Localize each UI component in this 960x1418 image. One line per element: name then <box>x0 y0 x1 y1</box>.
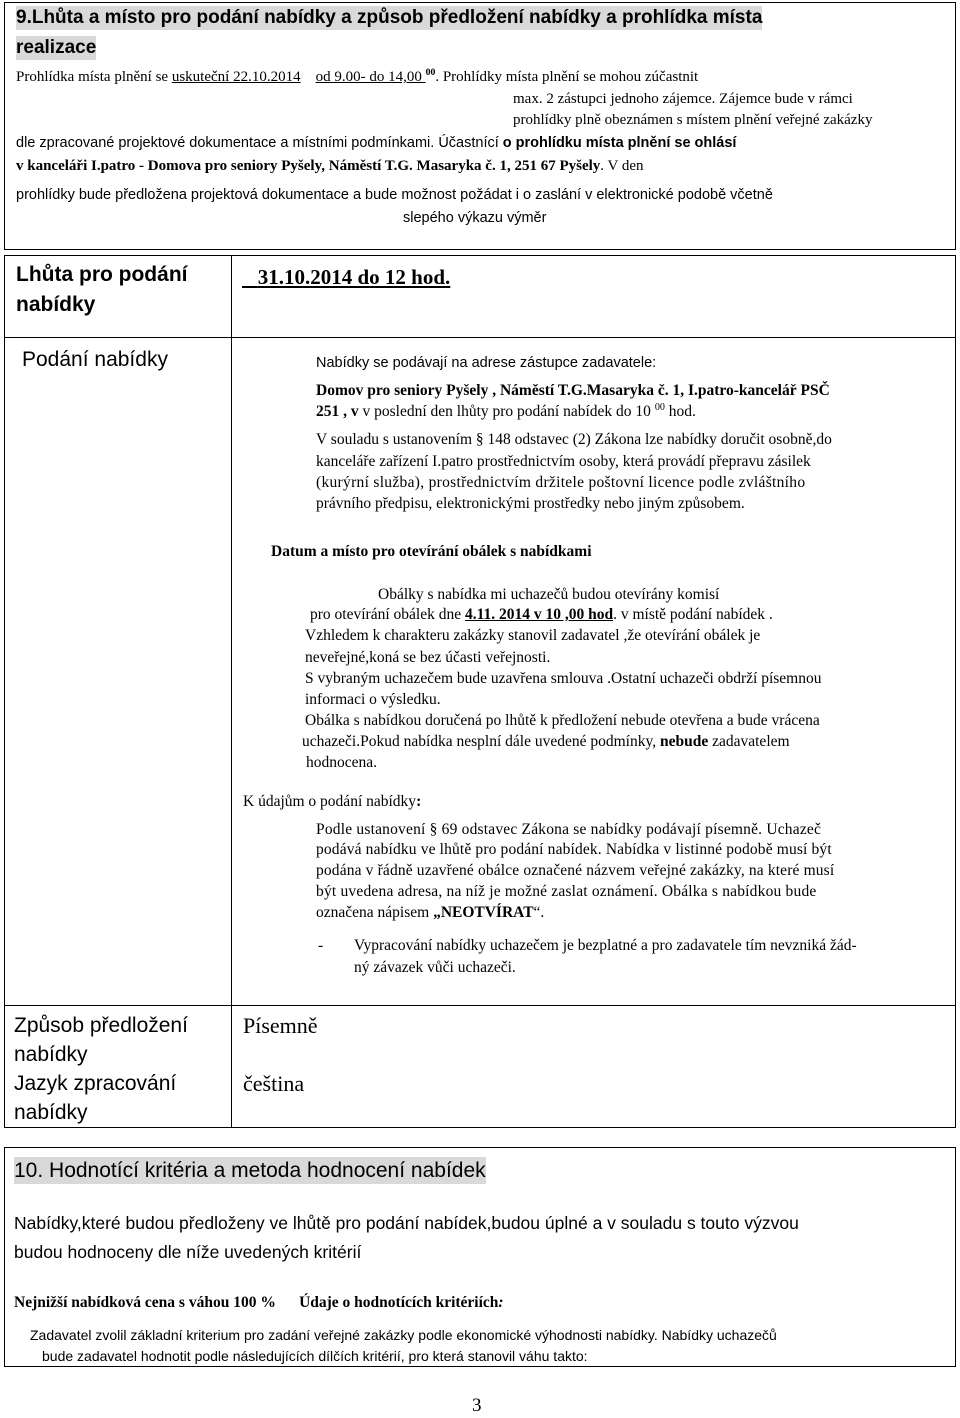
submission-law-line1: V souladu s ustanovením § 148 odstavec (2) Zákona lze nabídky doručit osobně,do <box>316 431 832 448</box>
section-10-heading: 10. Hodnotící kritéria a metoda hodnocení nabídek <box>14 1159 486 1182</box>
opening-line7: Obálka s nabídkou doručená po lhůtě k předložení nebude otevřena a bude vrácena <box>305 712 820 729</box>
details-heading: K údajům o podání nabídky: <box>243 793 422 810</box>
inspection-line-4: dle zpracované projektové dokumentace a místními podmínkami. Účastnící o prohlídku místa plnění se ohlásí <box>16 135 737 151</box>
section-10-intro-line1: Nabídky,které budou předloženy ve lhůtě pro podání nabídek,budou úplné a v souladu s touto výzvou <box>14 1213 799 1233</box>
opening-heading: Datum a místo pro otevírání obálek s nabídkami <box>271 543 592 560</box>
opening-line4: neveřejné,koná se bez účasti veřejnosti. <box>305 649 551 666</box>
language-value: čeština <box>243 1071 305 1096</box>
section-9-heading-line2: realizace <box>16 37 97 58</box>
deadline-value: 31.10.2014 do 12 hod. <box>257 265 451 289</box>
details-line2: podává nabídku ve lhůtě pro podání nabídek. Nabídka v listinné podobě musí být <box>316 841 832 858</box>
opening-line1: Obálky s nabídka mi uchazečů budou otevírány komisí <box>378 586 720 603</box>
section-10-para-line1: Zadavatel zvolil základní kriterium pro zadání veřejné zakázky podle ekonomické výhodnosti nabídky. Nabídky uchazečů <box>30 1327 777 1343</box>
inspection-line-5: v kanceláři I.patro - Domova pro seniory Pyšely, Náměstí T.G. Masaryka č. 1, 251 67 Pyšely. V den <box>16 158 644 174</box>
submission-address-line1: Domov pro seniory Pyšely , Náměstí T.G.Masaryka č. 1, I.patro-kancelář PSČ <box>316 382 830 399</box>
deadline-label-line2: nabídky <box>16 293 96 316</box>
submission-law-line3: (kurýrní služba), prostřednictvím držitele poštovní licence podle zvláštního <box>316 474 806 491</box>
submission-address-line2: 251 , v v poslední den lhůty pro podání nabídek do 10 $^{00}$ hod. <box>316 401 696 420</box>
submission-label: Podání nabídky <box>22 348 168 371</box>
details-bullet-line1: Vypracování nabídky uchazečem je bezplatné a pro zadavatele tím nevzniká žád- <box>354 937 857 954</box>
column-divider <box>231 255 232 1128</box>
opening-line8: uchazeči.Pokud nabídka nesplní dále uvedené podmínky, nebude zadavatelem <box>302 733 790 750</box>
method-label-line1: Způsob předložení <box>14 1014 188 1037</box>
method-value: Písemně <box>243 1013 318 1038</box>
language-label-line1: Jazyk zpracování <box>14 1072 177 1095</box>
inspection-line-7: slepého výkazu výměr <box>403 210 547 226</box>
page-number: 3 <box>472 1395 482 1416</box>
language-label-line2: nabídky <box>14 1101 88 1124</box>
inspection-line-6: prohlídky bude předložena projektová dokumentace a bude možnost požádat i o zaslání v elektronické podobě včetně <box>16 187 773 203</box>
submission-law-line2: kanceláře zařízení I.patro prostřednictvím osoby, která provádí přepravu zásilek <box>316 453 811 470</box>
details-line1: Podle ustanovení § 69 odstavec Zákona se nabídky podávají písemně. Uchazeč <box>316 821 822 838</box>
criterion-line: Nejnižší nabídková cena s váhou 100 % Údaje o hodnotících kritériích: <box>14 1294 504 1311</box>
section-9-heading-line1: 9.Lhůta a místo pro podání nabídky a způsob předložení nabídky a prohlídka místa <box>16 7 763 28</box>
section-10-para-line2: bude zadavatel hodnotit podle následujících dílčích kritérií, pro která stanovil váhu takto: <box>42 1348 588 1364</box>
row-divider-method <box>4 1005 956 1006</box>
method-label-line2: nabídky <box>14 1043 88 1066</box>
submission-law-line4: právního předpisu, elektronickými prostředky nebo jiným způsobem. <box>316 495 745 512</box>
inspection-line-1: Prohlídka místa plnění se uskuteční 22.10.2014 od 9.00- do 14,00 $^{00}$. Prohlídky místa plnění se mohou zúčastnit <box>16 67 699 85</box>
details-bullet-line2: ný závazek vůči uchazeči. <box>354 959 516 976</box>
inspection-line-2: max. 2 zástupci jednoho zájemce. Zájemce bude v rámci <box>513 91 853 107</box>
opening-line2: pro otevírání obálek dne 4.11. 2014 v 10 ,00 hod. v místě podání nabídek . <box>310 606 773 623</box>
details-bullet-dash: - <box>318 937 324 954</box>
section-10-intro-line2: budou hodnoceny dle níže uvedených kritérií <box>14 1242 362 1262</box>
submission-p1: Nabídky se podávají na adrese zástupce zadavatele: <box>316 355 657 371</box>
row-divider-deadline <box>4 337 956 338</box>
opening-line3: Vzhledem k charakteru zakázky stanovil zadavatel ,že otevírání obálek je <box>305 627 761 644</box>
inspection-line-3: prohlídky plně obeznámen s místem plnění veřejné zakázky <box>513 112 873 128</box>
opening-line6: informaci o výsledku. <box>305 691 441 708</box>
deadline-label-line1: Lhůta pro podání <box>16 263 188 286</box>
details-line3: podána v řádně uzavřené obálce označené názvem veřejné zakázky, na které musí <box>316 862 835 879</box>
opening-line9: hodnocena. <box>306 754 378 771</box>
details-line5: označena nápisem „NEOTVÍRAT“. <box>316 904 545 921</box>
details-line4: být uvedena adresa, na níž je možné zaslat oznámení. Obálka s nabídkou bude <box>316 883 817 900</box>
opening-line5: S vybraným uchazečem bude uzavřena smlouva .Ostatní uchazeči obdrží písemnou <box>305 670 822 687</box>
